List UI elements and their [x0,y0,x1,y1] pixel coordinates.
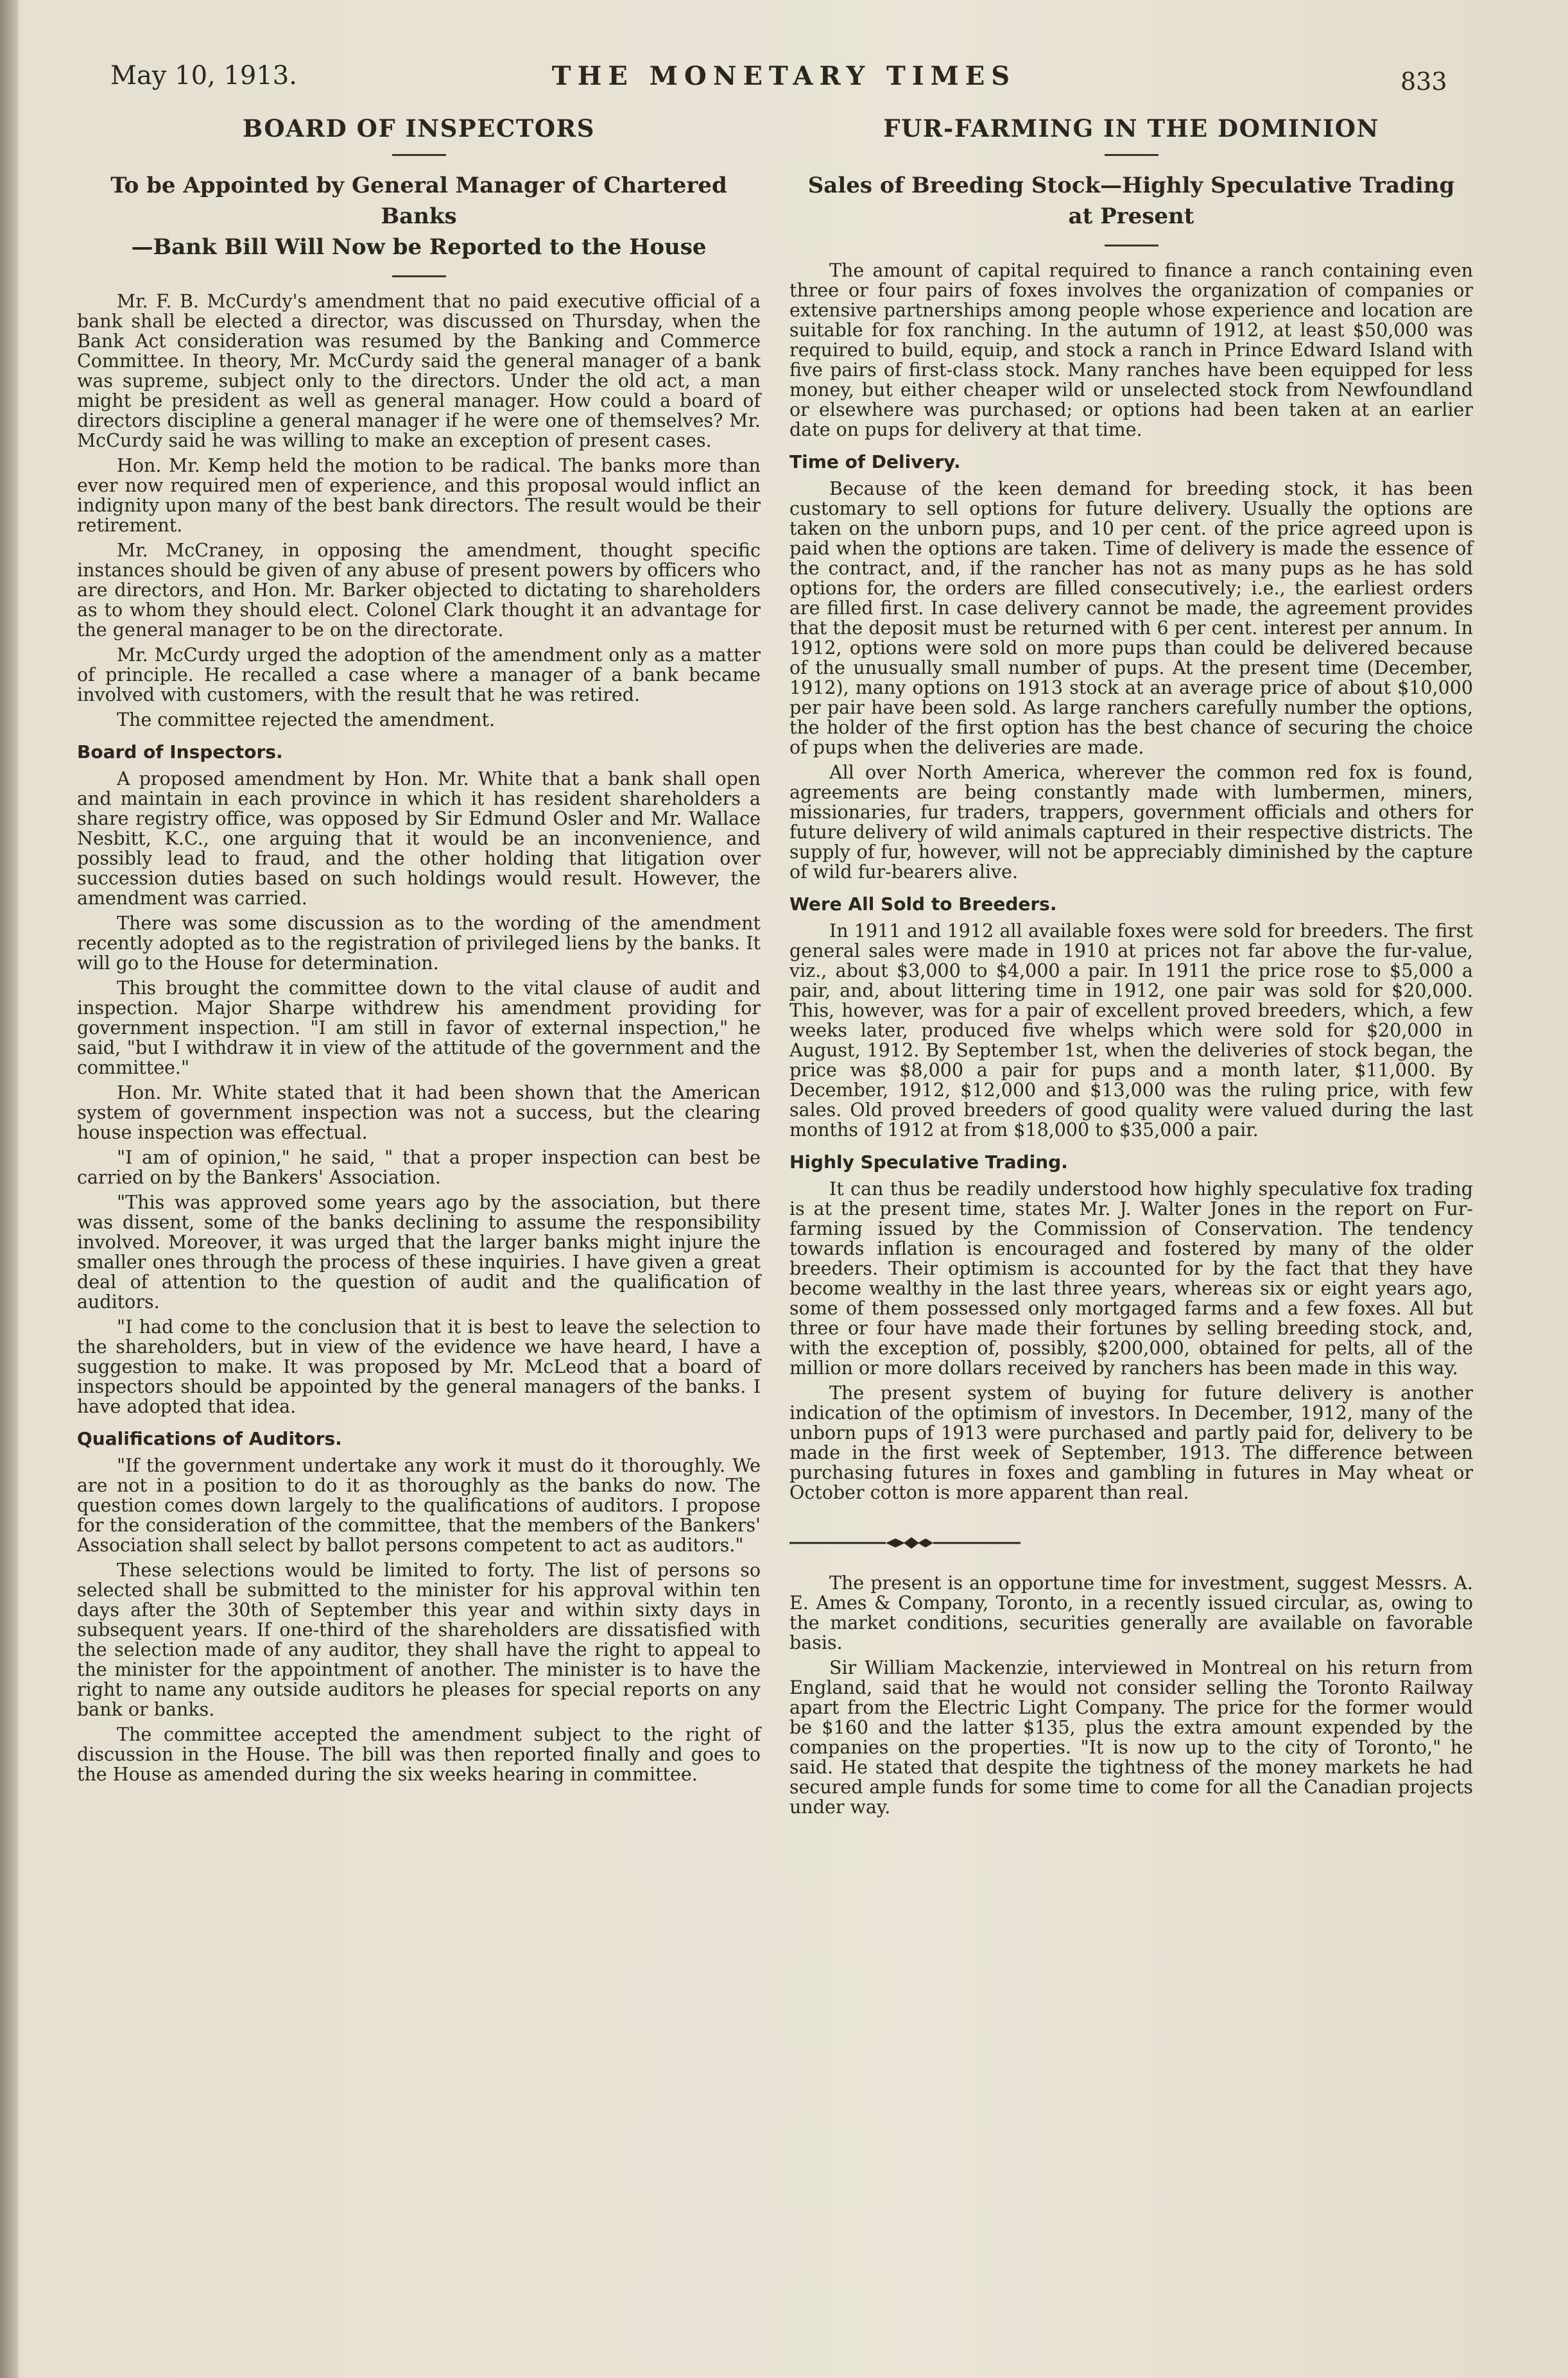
paragraph: The amount of capital required to finance a ranch containing even three or four pairs of foxes involves the organization of companies or extensive partnerships among people whose experience and location are suitable for fox ranching. In the autumn of 1912, at least $50,000 was required to build, equip, and stock a ranch in Prince Edward Island with five pairs of first-class stock. Many ranches have been equipped for less money, but either cheaper wild or unselected stock from Newfoundland or elsewhere was purchased; or options had been taken at an earlier date on pups for delivery at that time. [789,260,1473,440]
issue-date: May 10, 1913. [110,61,297,90]
running-header [0,61,1568,99]
subtitle-rule [392,275,446,277]
left-column-article [77,109,761,1789]
paragraph: The present is an opportune time for investment, suggest Messrs. A. E. Ames & Company, Toronto, in a recently issued circular, as, owing to the market conditions, securities generally are available on favorable basis. [789,1572,1473,1653]
paragraph: It can thus be readily understood how highly speculative fox trading is at the present time, states Mr. J. Walter Jones in the report on Fur-farming issued by the Commission of Conservation. The tendency towards inflation is encouraged and fostered by many of the older breeders. Their optimism is accounted for by the fact that they have become wealthy in the last three years, whereas six or eight years ago, some of them possessed only mortgaged farms and a few foxes. All but three or four have made their fortunes by selling breeding stock, and, with the exception of, possibly, $200,000, obtained for pelts, all of the million or more dollars received by ranchers has been made in this way. [789,1178,1473,1379]
section-heading: Time of Delivery. [789,451,961,472]
paragraph: These selections would be limited to forty. The list of persons so selected shall be submitted to the minister for his approval within ten days after the 30th of September this year and within sixty days in subsequent years. If one-third of the shareholders are dissatisfied with the selection made of any auditor, they shall have the right to appeal to the minister for the appointment of another. The minister is to have the right to name any outside auditors he pleases for special reports on any bank or banks. [77,1560,761,1720]
page-number: 833 [1400,67,1447,96]
section-heading: Board of Inspectors. [77,741,283,763]
subtitle-rule [1105,245,1159,246]
paragraph: "This was approved some years ago by the association, but there was dissent, some of the banks declining to assume the responsibility involved. Moreover, it was urged that the larger banks might injure the smaller ones through the process of these inquiries. I have given a great deal of attention to the question of audit and the qualification of auditors. [77,1192,761,1313]
paragraph: The committee accepted the amendment subject to the right of discussion in the House. The bill was then reported finally and goes to the House as amended during the six weeks hearing in committee. [77,1724,761,1785]
ornament-divider [789,1535,1021,1551]
paragraph: Sir William Mackenzie, interviewed in Montreal on his return from England, said that he would not consider selling the Toronto Railway apart from the Electric Light Company. The price for the former would be $160 and the latter $135, plus the extra amount expended by the companies on the properties. "It is now up to the city of Toronto," he said. He stated that despite the tightness of the money markets he had secured ample funds for some time to come for all the Canadian projects under way. [789,1657,1473,1818]
paragraph: Because of the keen demand for breeding stock, it has been customary to sell options for future delivery. Usually the options are taken on the unborn pups, and 10 per cent. of the price agreed upon is paid when the options are taken. Time of delivery is made the essence of the contract, and, if the rancher has not as many pups as he has sold options for, the orders are filled consecutively; i.e., the earliest orders are filled first. In case delivery cannot be made, the agreement provides that the deposit must be returned with 6 per cent. interest per annum. In 1912, options were sold on more pups than could be delivered because of the unusually small number of pups. At the present time (December, 1912), many options on 1913 stock at an average price of about $10,000 per pair have been sold. As large ranchers carefully number the options, the holder of the first option has the best chance of securing the choice of pups when the deliveries are made. [789,478,1473,758]
subtitle-line-1: To be Appointed by General Manager of Chartered Banks [110,173,727,229]
paragraph: Mr. McCraney, in opposing the amendment, thought specific instances should be given of any abuse of present powers by officers who are directors, and Hon. Mr. Barker objected to dictating to shareholders as to whom they should elect. Colonel Clark thought it an advantage for the general manager to be on the directorate. [77,540,761,641]
paragraph: In 1911 and 1912 all available foxes were sold for breeders. The first general sales were made in 1910 at prices not far above the fur-value, viz., about $3,000 to $4,000 a pair. In 1911 the price rose to $5,000 a pair, and, about littering time in 1912, one pair was sold for $20,000. This, however, was for a pair of excellent proved breeders, which, a few weeks later, produced five whelps which were sold for $20,000 in August, 1912. By September 1st, when the deliveries of stock began, the price was $8,000 a pair for pups and a month later, $11,000. By December, 1912, $12,000 and $13,000 was the ruling price, with few sales. Old proved breeders of good quality were valued during the last months of 1912 at from $18,000 to $35,000 a pair. [789,920,1473,1141]
section-heading: Were All Sold to Breeders. [789,893,1057,915]
paragraph: "I had come to the conclusion that it is best to leave the selection to the shareholders, but in view of the evidence we have heard, I have a suggestion to make. It was proposed by Mr. McLeod that a board of inspectors should be appointed by the general managers of the banks. I have adopted that idea. [77,1316,761,1417]
paragraph: All over North America, wherever the common red fox is found, agreements are being constantly made with lumbermen, miners, missionaries, fur traders, trappers, government officials and others for future delivery of wild animals captured in their respective districts. The supply of fur, however, will not be appreciably diminished by the capture of wild fur-bearers alive. [789,762,1473,883]
paragraph: A proposed amendment by Hon. Mr. White that a bank shall open and maintain in each province in which it has resident shareholders a share registry office, was opposed by Sir Edmund Osler and Mr. Wallace Nesbitt, K.C., one arguing that it would be an inconvenience, and possibly lead to fraud, and the other holding that litigation over succession duties based on such holdings would result. However, the amendment was carried. [77,768,761,909]
subtitle-line-2: —Bank Bill Will Now be Reported to the House [131,234,707,260]
paragraph: "I am of opinion," he said, " that a proper inspection can best be carried on by the Bankers' Association. [77,1147,761,1188]
paragraph: "If the government undertake any work it must do it thoroughly. We are not in a position to do it as thoroughly as the banks do now. The question comes down largely to the qualifications of auditors. I propose for the consideration of the committee, that the members of the Bankers' Association shall select by ballot persons competent to act as auditors." [77,1455,761,1556]
subtitle-line-1: Sales of Breeding Stock—Highly Speculative Trading [807,173,1455,198]
article-subtitle [77,170,761,263]
right-column-article [789,109,1473,1822]
paragraph: Mr. F. B. McCurdy's amendment that no paid executive official of a bank shall be elected a director, was discussed on Thursday, when the Bank Act consideration was resumed by the Banking and Commerce Committee. In theory, Mr. McCurdy said the general manager of a bank was supreme, subject only to the directors. Under the old act, a man might be president as well as general manager. How could a board of directors discipline a general manager if he were one of themselves? Mr. McCurdy said he was willing to make an exception of present cases. [77,291,761,451]
title-rule [392,154,446,156]
paragraph: The committee rejected the amendment. [117,709,495,730]
article-subtitle [789,170,1473,232]
section-heading: Highly Speculative Trading. [789,1151,1068,1173]
title-rule [1105,154,1159,156]
paragraph: There was some discussion as to the wording of the amendment recently adopted as to the registration of privileged liens by the banks. It will go to the House for determination. [77,913,761,974]
paragraph: Mr. McCurdy urged the adoption of the amendment only as a matter of principle. He recalled a case where a manager of a bank became involved with customers, with the result that he was retired. [77,644,761,705]
publication-title: THE MONETARY TIMES [551,61,1017,91]
paragraph: The present system of buying for future delivery is another indication of the optimism of investors. In December, 1912, many of the unborn pups of 1913 were purchased and partly paid for, delivery to be made in the first week of September, 1913. The difference between purchasing futures in foxes and gambling in futures in May wheat or October cotton is more apparent than real. [789,1383,1473,1503]
page-binding-edge [0,0,18,2378]
article-title-fur-farming: FUR-FARMING IN THE DOMINION [883,114,1379,142]
article-title-board-of-inspectors: BOARD OF INSPECTORS [242,114,596,142]
paragraph: Hon. Mr. White stated that it had been shown that the American system of government inspection was not a success, but the clearing house inspection was effectual. [77,1082,761,1143]
paragraph: This brought the committee down to the vital clause of audit and inspection. Major Sharpe withdrew his amendment providing for government inspection. "I am still in favor of external inspection," he said, "but I withdraw it in view of the attitude of the government and the committee." [77,978,761,1078]
paragraph: Hon. Mr. Kemp held the motion to be radical. The banks more than ever now required men of experience, and this proposal would inflict an indignity upon many of the best bank directors. The result would be their retirement. [77,455,761,536]
section-heading: Qualifications of Auditors. [77,1428,342,1449]
subtitle-line-2: at Present [1068,203,1194,229]
